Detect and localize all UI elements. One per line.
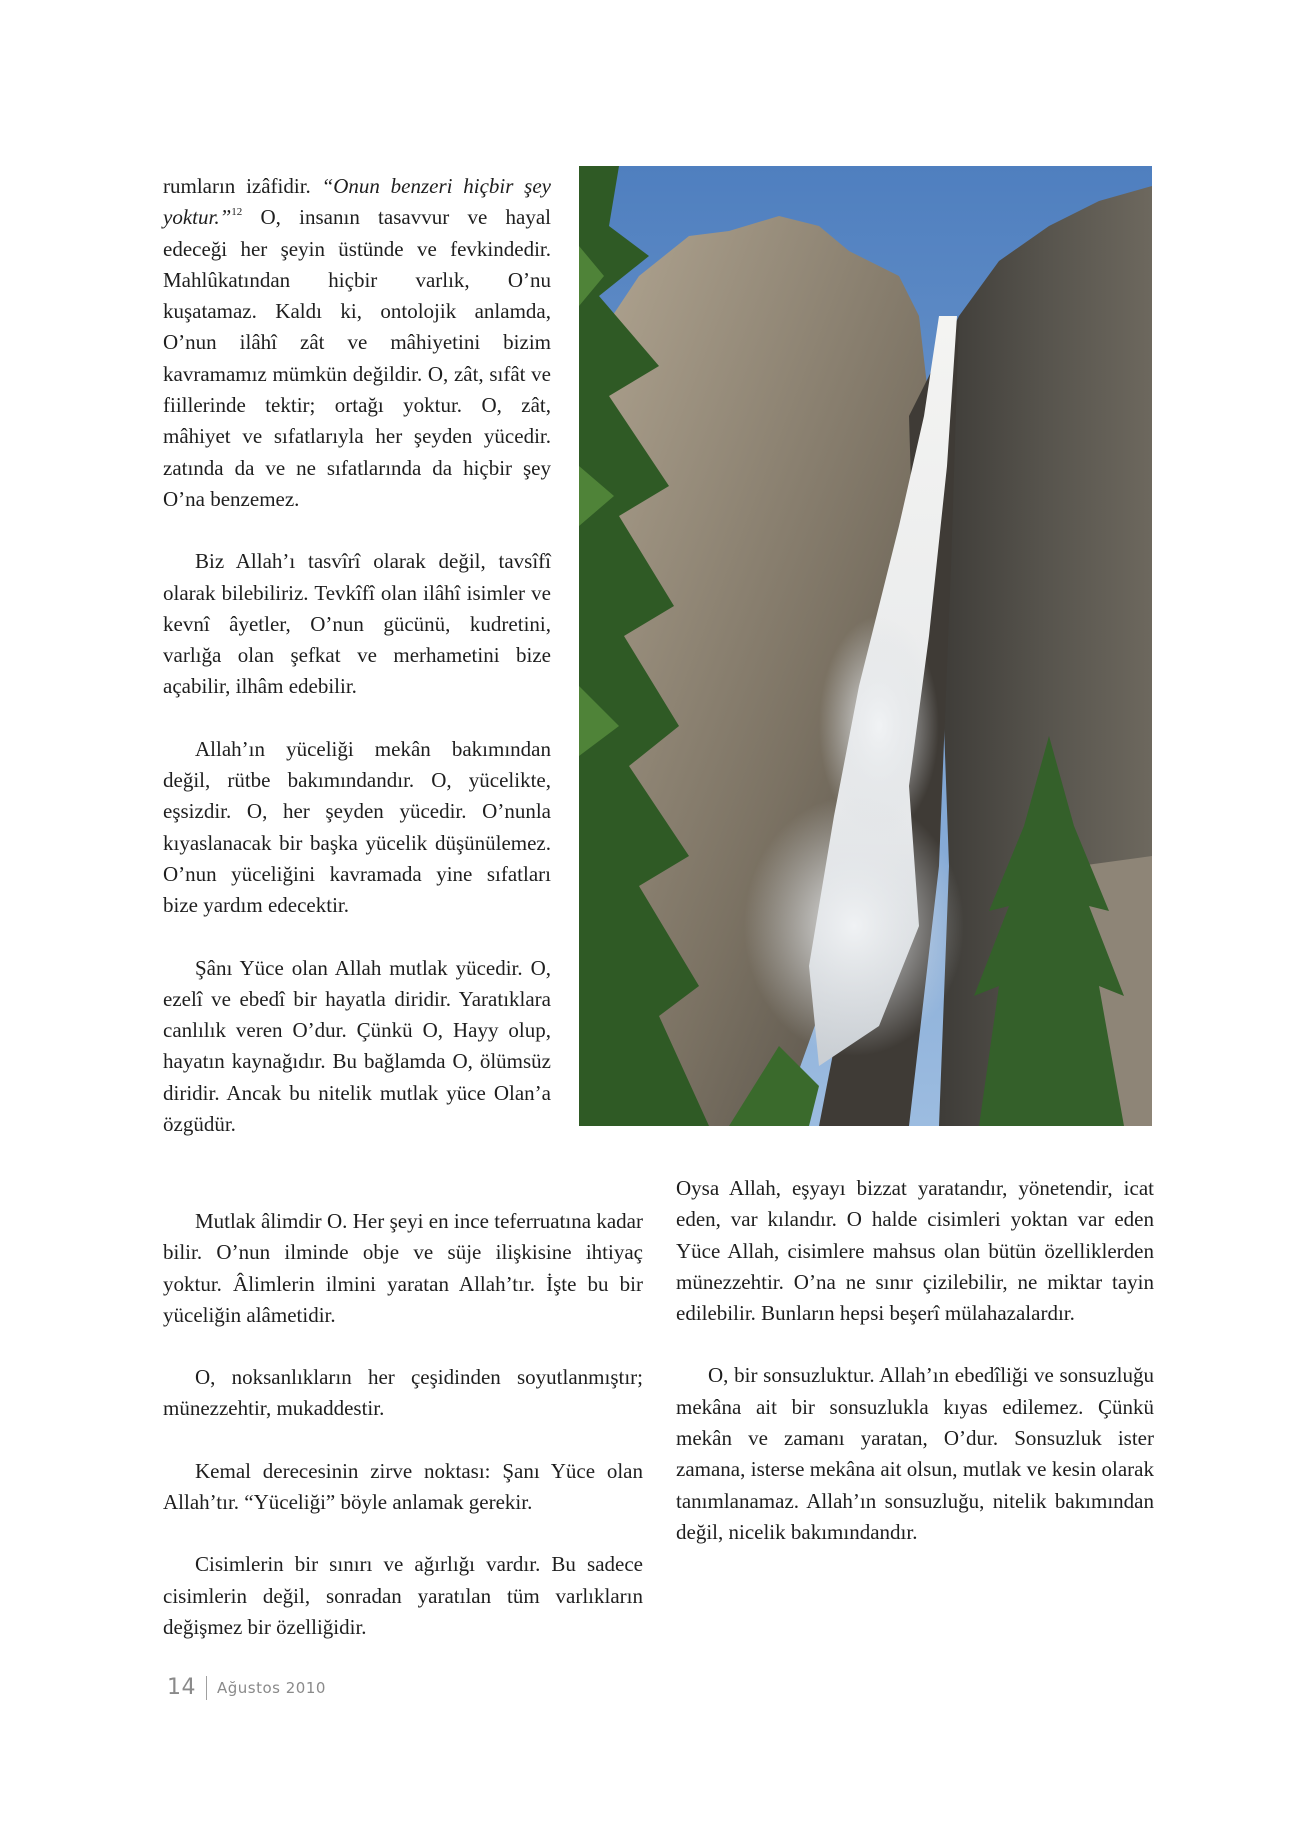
paragraph: Şânı Yüce olan Allah mutlak yücedir. O, ezelî ve ebedî bir hayatla diridir. Yaratıklara canlılık veren O’dur. Çünkü O, Hayy olup, hayatın kaynağıdır. Bu bağlamda O, ölümsüz diridir. Ancak bu nitelik mutlak yüce Olan’a özgüdür.: [163, 955, 551, 1137]
page-footer: [167, 1675, 326, 1700]
paragraph: O, noksanlıkların her çeşidinden soyutlanmıştır; münezzehtir, mukaddestir.: [163, 1365, 643, 1421]
issue-date: Ağustos 2010: [217, 1678, 326, 1697]
right-column: [676, 1173, 1154, 1579]
waterfall-photo: [579, 166, 1152, 1126]
footnote-ref[interactable]: 12: [231, 206, 243, 219]
left-column-top: [163, 171, 551, 1171]
paragraph: Allah’ın yüceliği mekân bakımından değil, rütbe bakımındandır. O, yücelikte, eşsizdir. O, her şeyden yücedir. O’nunla kıyaslanacak bir başka yücelik düşünülemez. O’nun yüceliğini kavramada yine sıfatları bize yardım edecektir.: [163, 736, 551, 918]
paragraph: Oysa Allah, eşyayı bizzat yaratandır, yönetendir, icat eden, var kılandır. O halde cisimleri yoktan var eden Yüce Allah, cisimlere mahsus olan bütün özelliklerden münezzehtir. O’na ne sınır çizilebilir, ne miktar tayin edilebilir. Bunların hepsi beşerî mülahazalardır.: [676, 1176, 1154, 1326]
paragraph: rumların izâfidir. “Onun benzeri hiçbir şey yoktur.”$^{12}$ O, insanın tasavvur ve hayal edeceği her şeyin üstünde ve fevkindedir. Mahlûkatından hiçbir varlık, O’nu kuşatamaz. Kaldı ki, ontolojik anlamda, O’nun ilâhî zât ve mâhiyetini bizim kavramamız mümkün değildir. O, zât, sıfât ve fiillerinde tektir; ortağı yoktur. O, zât, mâhiyet ve sıfatlarıyla her şeyden yücedir. zatında da ve ne sıfatlarında da hiçbir şey O’na benzemez.: [163, 174, 551, 511]
paragraph: Kemal derecesinin zirve noktası: Şanı Yüce olan Allah’tır. “Yüceliği” böyle anlamak gerekir.: [163, 1458, 643, 1515]
left-column-bottom: [163, 1206, 643, 1674]
page-number: 14: [167, 1675, 196, 1700]
paragraph: Mutlak âlimdir O. Her şeyi en ince teferruatına kadar bilir. O’nun ilminde obje ve süje ilişkisine ihtiyaç yoktur. Âlimlerin ilmini yaratan Allah’tır. İşte bu bir yüceliğin alâmetidir.: [163, 1209, 643, 1327]
paragraph: Biz Allah’ı tasvîrî olarak değil, tavsîfî olarak bilebiliriz. Tevkîfî olan ilâhî isimler ve kevnî âyetler, O’nun gücünü, kudretini, varlığa olan şefkat ve merhametini bize açabilir, ilhâm edebilir.: [163, 549, 551, 699]
quote: “Onun benzeri hiçbir şey yoktur.”: [163, 174, 551, 230]
footer-divider: [206, 1676, 207, 1700]
paragraph: O, bir sonsuzluktur. Allah’ın ebedîliği ve sonsuzluğu mekâna ait bir sonsuzlukla kıyas edilemez. Çünkü mekân ve zamanı yaratan, O’dur. Sonsuzluk ister zamana, isterse mekâna ait olsun, mutlak ve kesin olarak tanımlanamaz. Allah’ın sonsuzluğu, nitelik bakımından değil, nicelik bakımındandır.: [676, 1363, 1154, 1544]
paragraph: Cisimlerin bir sınırı ve ağırlığı vardır. Bu sadece cisimlerin değil, sonradan yaratılan tüm varlıkların değişmez bir özelliğidir.: [163, 1552, 643, 1639]
